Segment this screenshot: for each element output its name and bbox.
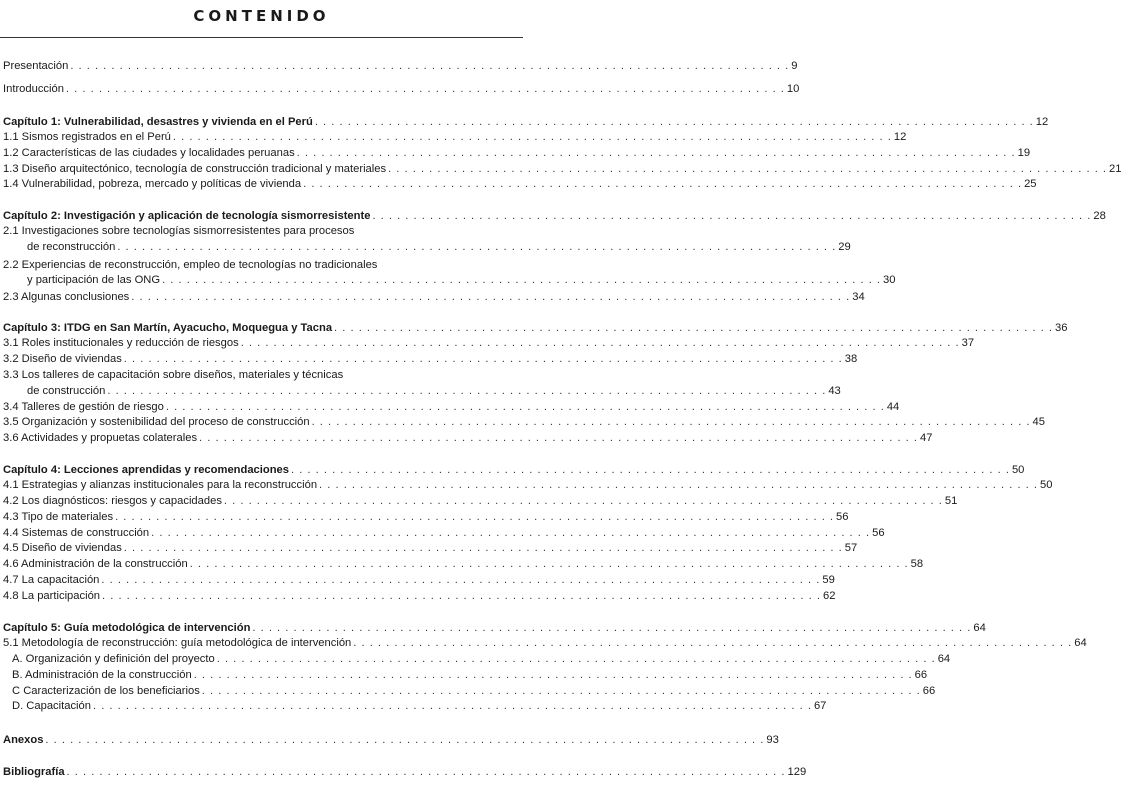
toc-entry-label: 3.2 Diseño de viviendas xyxy=(3,353,122,365)
toc-entry-page: 19 xyxy=(1017,147,1031,159)
dot-leader xyxy=(388,162,1107,176)
toc-entry-label: 4.1 Estrategias y alianzas institucionales para la reconstrucción xyxy=(3,479,318,491)
toc-chapter-3[interactable] xyxy=(3,321,1068,335)
toc-entry-page: 67 xyxy=(813,700,827,712)
dot-leader xyxy=(353,636,1072,650)
dot-leader xyxy=(194,668,913,682)
dot-leader xyxy=(334,321,1053,335)
dot-leader xyxy=(124,352,843,366)
toc-entry-page: 28 xyxy=(1093,210,1106,222)
toc-chapter-4[interactable] xyxy=(3,463,1025,477)
dot-leader xyxy=(124,541,843,555)
dot-leader xyxy=(241,336,960,350)
toc-entry-page: 10 xyxy=(786,83,800,95)
toc-entry-anexos[interactable] xyxy=(3,733,779,747)
dot-leader xyxy=(312,415,1031,429)
toc-entry-label: 5.1 Metodología de reconstrucción: guía metodológica de intervención xyxy=(3,637,352,649)
toc-entry-page: 56 xyxy=(872,527,885,539)
toc-entry-page: 21 xyxy=(1109,163,1121,175)
dot-leader xyxy=(291,463,1010,477)
toc-entry-3-1[interactable] xyxy=(3,336,975,350)
toc-entry-label: 4.4 Sistemas de construcción xyxy=(3,527,150,539)
toc-entry-label: Capítulo 1: Vulnerabilidad, desastres y vivienda en el Perú xyxy=(3,116,313,128)
toc-entry-page: 29 xyxy=(838,241,851,253)
toc-entry-4-2[interactable] xyxy=(3,494,958,508)
toc-entry-4-4[interactable] xyxy=(3,526,885,540)
toc-entry-2-3[interactable] xyxy=(3,290,865,304)
toc-entry-page: 64 xyxy=(973,622,986,634)
toc-entry-4-1[interactable] xyxy=(3,478,1053,492)
dot-leader xyxy=(166,400,885,414)
toc-entry-label: A. Organización y definición del proyecto xyxy=(12,653,215,665)
toc-entry-label: C Caracterización de los beneficiarios xyxy=(12,685,200,697)
toc-entry-4-5[interactable] xyxy=(3,541,858,555)
toc-entry-page: 44 xyxy=(886,401,900,413)
toc-entry-page: 12 xyxy=(893,131,907,143)
toc-entry-page: 36 xyxy=(1055,322,1068,334)
toc-entry-page: 62 xyxy=(822,590,836,602)
dot-leader xyxy=(117,240,836,254)
toc-entry-5-c[interactable] xyxy=(12,684,936,698)
dot-leader xyxy=(217,652,936,666)
toc-entry-label: D. Capacitación xyxy=(12,700,91,712)
toc-entry-label: 4.6 Administración de la construcción xyxy=(3,558,188,570)
toc-entry-page: 30 xyxy=(883,274,896,286)
toc-entry-label: 3.4 Talleres de gestión de riesgo xyxy=(3,401,164,413)
dot-leader xyxy=(319,478,1038,492)
dot-leader xyxy=(93,699,812,713)
toc-entry-label: Capítulo 3: ITDG en San Martín, Ayacucho, Moquegua y Tacna xyxy=(3,322,333,334)
dot-leader xyxy=(67,765,786,779)
toc-entry-label: 4.7 La capacitación xyxy=(3,574,100,586)
toc-entry-label: 4.8 La participación xyxy=(3,590,101,602)
toc-entry-page: 129 xyxy=(787,766,807,778)
dot-leader xyxy=(101,573,820,587)
toc-entry-page: 56 xyxy=(836,511,849,523)
toc-entry-4-3[interactable] xyxy=(3,510,849,524)
toc-entry-bibliografia[interactable] xyxy=(3,765,807,779)
toc-entry-label: 4.2 Los diagnósticos: riesgos y capacidades xyxy=(3,495,222,507)
toc-entry-page: 64 xyxy=(937,653,951,665)
toc-entry-label: 4.5 Diseño de viviendas xyxy=(3,542,122,554)
toc-entry-page: 50 xyxy=(1011,464,1025,476)
dot-leader xyxy=(190,557,909,571)
dot-leader xyxy=(115,510,834,524)
toc-entry-3-2[interactable] xyxy=(3,352,858,366)
toc-entry-presentacion[interactable] xyxy=(3,59,798,73)
toc-entry-2-2-line1: 2.2 Experiencias de reconstrucción, empleo de tecnologías no tradicionales xyxy=(3,259,378,271)
toc-entry-3-3[interactable] xyxy=(27,384,841,398)
dot-leader xyxy=(297,146,1016,160)
toc-entry-4-6[interactable] xyxy=(3,557,924,571)
dot-leader xyxy=(252,621,971,635)
toc-entry-label: Introducción xyxy=(3,83,64,95)
toc-entry-page: 43 xyxy=(828,385,841,397)
dot-leader xyxy=(102,589,821,603)
dot-leader xyxy=(66,82,785,96)
toc-entry-page: 66 xyxy=(914,669,928,681)
toc-entry-page: 47 xyxy=(920,432,933,444)
toc-entry-2-2[interactable] xyxy=(27,273,896,287)
dot-leader xyxy=(199,431,918,445)
toc-entry-5-a[interactable] xyxy=(12,652,951,666)
dot-leader xyxy=(303,177,1022,191)
dot-leader xyxy=(202,684,921,698)
toc-entry-introduccion[interactable] xyxy=(3,82,800,96)
toc-entry-1-4[interactable] xyxy=(3,177,1037,191)
toc-chapter-2[interactable] xyxy=(3,209,1106,223)
toc-entry-3-6[interactable] xyxy=(3,431,933,445)
toc-entry-4-7[interactable] xyxy=(3,573,835,587)
toc-entry-label: 1.2 Características de las ciudades y localidades peruanas xyxy=(3,147,295,159)
toc-entry-2-1[interactable] xyxy=(27,240,851,254)
toc-entry-label: 2.3 Algunas conclusiones xyxy=(3,291,130,303)
toc-chapter-5[interactable] xyxy=(3,621,986,635)
toc-entry-label: Capítulo 4: Lecciones aprendidas y recomendaciones xyxy=(3,464,289,476)
title-divider xyxy=(0,37,523,38)
toc-entry-label: Capítulo 5: Guía metodológica de intervención xyxy=(3,622,251,634)
toc-entry-5-d[interactable] xyxy=(12,699,827,713)
dot-leader xyxy=(173,130,892,144)
toc-entry-label: 1.3 Diseño arquitectónico, tecnología de construcción tradicional y materiales xyxy=(3,163,387,175)
toc-entry-label: Capítulo 2: Investigación y aplicación de tecnología sismorresistente xyxy=(3,210,371,222)
toc-entry-1-1[interactable] xyxy=(3,130,907,144)
toc-entry-page: 50 xyxy=(1040,479,1053,491)
toc-entry-page: 45 xyxy=(1032,416,1045,428)
toc-entry-page: 51 xyxy=(944,495,958,507)
toc-entry-5-b[interactable] xyxy=(12,668,928,682)
toc-entry-label: 4.3 Tipo de materiales xyxy=(3,511,114,523)
toc-entry-page: 66 xyxy=(922,685,936,697)
dot-leader xyxy=(131,290,850,304)
toc-entry-label: 1.4 Vulnerabilidad, pobreza, mercado y políticas de vivienda xyxy=(3,178,302,190)
toc-entry-2-1-line1: 2.1 Investigaciones sobre tecnologías sismorresistentes para procesos xyxy=(3,225,355,237)
dot-leader xyxy=(372,209,1091,223)
toc-entry-page: 34 xyxy=(852,291,865,303)
toc-entry-page: 37 xyxy=(961,337,975,349)
toc-entry-page: 25 xyxy=(1024,178,1037,190)
dot-leader xyxy=(162,273,881,287)
toc-entry-label: 3.5 Organización y sostenibilidad del proceso de construcción xyxy=(3,416,310,428)
toc-entry-page: 93 xyxy=(766,734,779,746)
toc-entry-label: 3.1 Roles institucionales y reducción de riesgos xyxy=(3,337,239,349)
toc-entry-label: y participación de las ONG xyxy=(27,274,161,286)
toc-entry-page: 57 xyxy=(844,542,858,554)
toc-entry-4-8[interactable] xyxy=(3,589,836,603)
toc-entry-page: 64 xyxy=(1074,637,1087,649)
dot-leader xyxy=(70,59,789,73)
dot-leader xyxy=(224,494,943,508)
toc-entry-page: 12 xyxy=(1035,116,1049,128)
toc-entry-5-1[interactable] xyxy=(3,636,1087,650)
toc-entry-page: 59 xyxy=(822,574,835,586)
toc-entry-label: 3.6 Actividades y propuetas colaterales xyxy=(3,432,198,444)
dot-leader xyxy=(107,384,826,398)
toc-entry-1-2[interactable] xyxy=(3,146,1031,160)
toc-entry-label: 1.1 Sismos registrados en el Perú xyxy=(3,131,171,143)
toc-entry-3-3-line1: 3.3 Los talleres de capacitación sobre diseños, materiales y técnicas xyxy=(3,369,344,381)
page-title: CONTENIDO xyxy=(193,7,330,25)
toc-entry-label: Presentación xyxy=(3,60,69,72)
toc-entry-3-5[interactable] xyxy=(3,415,1045,429)
toc-entry-1-3[interactable] xyxy=(3,162,1121,176)
toc-entry-3-4[interactable] xyxy=(3,400,900,414)
toc-entry-label: Bibliografía xyxy=(3,766,65,778)
toc-entry-label: de construcción xyxy=(27,385,106,397)
toc-chapter-1[interactable] xyxy=(3,115,1049,129)
toc-entry-label: B. Administración de la construcción xyxy=(12,669,192,681)
toc-entry-page: 38 xyxy=(844,353,858,365)
toc-entry-label: de reconstrucción xyxy=(27,241,116,253)
toc-entry-page: 58 xyxy=(910,558,924,570)
dot-leader xyxy=(151,526,870,540)
toc-entry-page: 9 xyxy=(791,60,798,72)
toc-entry-label: Anexos xyxy=(3,734,44,746)
dot-leader xyxy=(45,733,764,747)
dot-leader xyxy=(315,115,1034,129)
